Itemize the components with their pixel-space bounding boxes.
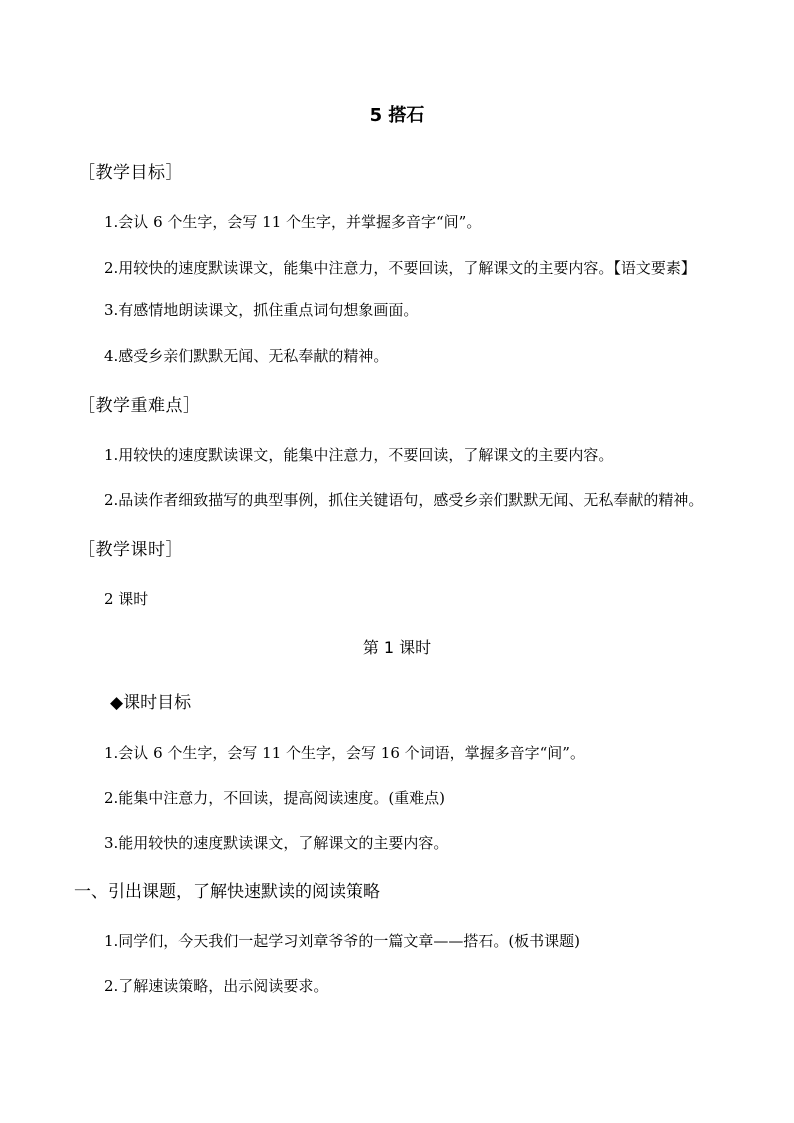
- teaching-goal-item-3: 3.有感情地朗读课文，抓住重点词句想象画面。: [104, 301, 419, 319]
- lesson-1-title: 第 1 课时: [362, 638, 432, 657]
- section-1-item-2: 2.了解速读策略，出示阅读要求。: [104, 977, 329, 995]
- teaching-hours-value: 2 课时: [104, 590, 149, 608]
- section-1-item-1: 1.同学们，今天我们一起学习刘章爷爷的一篇文章——搭石。(板书课题): [104, 932, 581, 950]
- teaching-goal-item-4: 4.感受乡亲们默默无闻、无私奉献的精神。: [104, 347, 389, 365]
- teaching-hours-heading: ［教学课时］: [78, 540, 183, 560]
- key-point-item-1: 1.用较快的速度默读课文，能集中注意力，不要回读，了解课文的主要内容。: [104, 446, 614, 464]
- teaching-goal-item-1: 1.会认 6 个生字，会写 11 个生字，并掌握多音字“间”。: [104, 213, 482, 231]
- lesson-goal-item-1: 1.会认 6 个生字，会写 11 个生字，会写 16 个词语，掌握多音字“间”。: [104, 744, 585, 762]
- key-point-item-2: 2.品读作者细致描写的典型事例，抓住关键语句，感受乡亲们默默无闻、无私奉献的精神。: [104, 491, 704, 509]
- teaching-goals-heading: ［教学目标］: [78, 163, 183, 183]
- page-title: 5 搭石: [369, 105, 425, 126]
- lesson-goals-heading: ◆课时目标: [110, 693, 192, 713]
- teaching-goal-item-2: 2.用较快的速度默读课文，能集中注意力，不要回读，了解课文的主要内容。【语文要素】: [104, 259, 696, 277]
- key-difficult-points-heading: ［教学重难点］: [78, 396, 201, 416]
- lesson-goal-item-2: 2.能集中注意力，不回读，提高阅读速度。(重难点): [104, 789, 446, 807]
- section-1-heading: 一、引出课题，了解快速默读的阅读策略: [74, 882, 380, 902]
- lesson-goal-item-3: 3.能用较快的速度默读课文，了解课文的主要内容。: [104, 834, 449, 852]
